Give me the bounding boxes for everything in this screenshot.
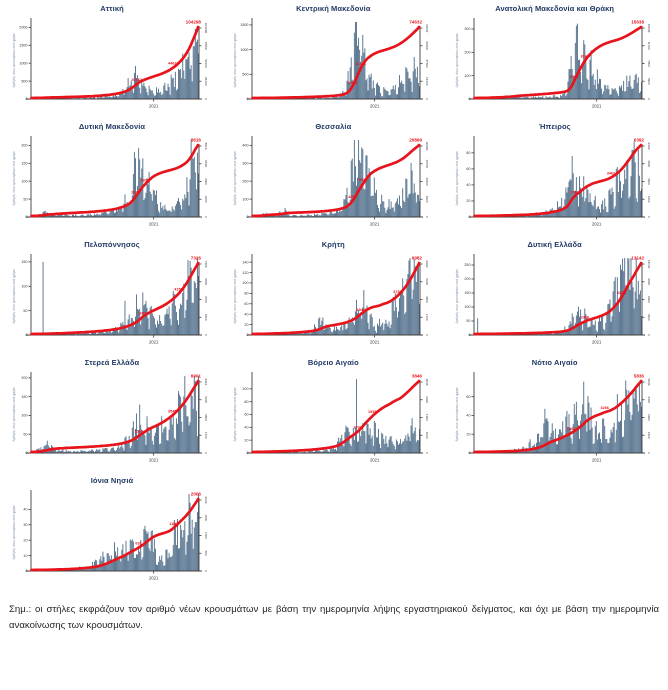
svg-text:60: 60 (466, 394, 471, 399)
svg-text:200: 200 (464, 50, 471, 55)
svg-text:20: 20 (466, 432, 471, 437)
svg-text:140: 140 (242, 260, 249, 265)
svg-text:Αριθμός νέων κρουσμάτων ανά ημ: Αριθμός νέων κρουσμάτων ανά ημέρα (12, 151, 16, 206)
svg-text:0: 0 (646, 334, 651, 336)
chart-title: Κρήτη (321, 240, 345, 249)
svg-text:1744: 1744 (569, 190, 579, 195)
charts-grid (3, 2, 665, 586)
svg-text:3462: 3462 (606, 171, 615, 176)
svg-text:0: 0 (425, 452, 430, 454)
svg-text:200: 200 (464, 277, 471, 282)
svg-text:100: 100 (242, 281, 249, 286)
svg-text:2900: 2900 (646, 414, 651, 421)
svg-text:37300: 37300 (425, 59, 430, 68)
svg-text:100: 100 (464, 305, 471, 310)
svg-text:1000: 1000 (240, 47, 249, 52)
chart-title: Αττική (100, 4, 124, 13)
svg-text:200: 200 (21, 143, 28, 148)
svg-text:10: 10 (23, 553, 28, 558)
svg-text:Αριθμός νέων κρουσμάτων ανά ημ: Αριθμός νέων κρουσμάτων ανά ημέρα (454, 387, 459, 442)
chart-title: Δυτική Ελλάδα (527, 240, 582, 249)
svg-text:50: 50 (23, 197, 28, 202)
svg-text:2021: 2021 (148, 457, 159, 463)
svg-text:Αριθμός νέων κρουσμάτων ανά ημ: Αριθμός νέων κρουσμάτων ανά ημέρα (233, 387, 238, 442)
svg-text:0: 0 (25, 97, 28, 102)
svg-text:4300: 4300 (204, 178, 208, 185)
svg-text:4293: 4293 (348, 195, 357, 200)
svg-text:2021: 2021 (148, 575, 159, 581)
svg-text:Αριθμός νέων κρουσμάτων ανά ημ: Αριθμός νέων κρουσμάτων ανά ημέρα (454, 33, 459, 88)
svg-text:13142: 13142 (630, 255, 644, 261)
svg-text:10400: 10400 (425, 177, 430, 186)
svg-text:150: 150 (21, 260, 28, 265)
svg-text:500: 500 (21, 79, 28, 84)
svg-text:5200: 5200 (204, 396, 208, 404)
svg-text:2021: 2021 (591, 221, 601, 227)
svg-text:40: 40 (466, 183, 471, 188)
svg-text:6834: 6834 (616, 290, 626, 295)
svg-text:6392: 6392 (646, 142, 651, 150)
svg-text:80: 80 (244, 291, 249, 296)
svg-text:74632: 74632 (409, 19, 423, 25)
svg-text:80: 80 (244, 399, 249, 404)
svg-text:13142: 13142 (646, 259, 651, 269)
svg-text:0: 0 (425, 98, 430, 100)
svg-text:300: 300 (464, 27, 471, 32)
chart-canvas (3, 249, 221, 350)
chart-title: Στερεά Ελλάδα (84, 358, 140, 367)
svg-text:400: 400 (242, 143, 249, 148)
svg-text:2344: 2344 (131, 190, 140, 195)
chart-canvas (446, 13, 664, 114)
svg-text:2021: 2021 (591, 457, 601, 463)
svg-text:40: 40 (466, 413, 471, 418)
svg-text:1500: 1500 (240, 23, 249, 28)
svg-text:0: 0 (646, 98, 651, 100)
svg-text:11700: 11700 (646, 41, 651, 50)
svg-text:44621: 44621 (168, 61, 179, 66)
svg-text:0: 0 (204, 452, 208, 454)
svg-text:3745: 3745 (569, 74, 579, 79)
svg-text:150: 150 (21, 394, 28, 399)
chart-canvas (3, 131, 221, 232)
svg-text:1935: 1935 (368, 410, 377, 415)
svg-text:1180: 1180 (169, 522, 178, 527)
svg-text:0: 0 (468, 215, 471, 220)
svg-text:2021: 2021 (148, 339, 159, 345)
svg-text:20: 20 (244, 322, 249, 327)
svg-text:Αριθμός νέων κρουσμάτων ανά ημ: Αριθμός νέων κρουσμάτων ανά ημέρα (454, 269, 459, 324)
chart-canvas (224, 249, 442, 350)
chart-canvas (224, 13, 442, 114)
svg-text:1000: 1000 (19, 61, 28, 66)
svg-text:Αριθμός νέων κρουσμάτων ανά ημ: Αριθμός νέων κρουσμάτων ανά ημέρα (12, 505, 16, 560)
svg-text:3300: 3300 (646, 313, 651, 321)
svg-text:9900: 9900 (646, 278, 651, 286)
svg-text:5500: 5500 (204, 278, 208, 286)
svg-text:5200: 5200 (425, 278, 430, 286)
svg-text:3500: 3500 (204, 414, 208, 421)
svg-text:100: 100 (242, 387, 249, 392)
svg-text:8165: 8165 (580, 54, 589, 59)
svg-text:0: 0 (468, 333, 471, 338)
svg-text:2021: 2021 (370, 221, 380, 227)
region-chart-9 (446, 238, 664, 350)
svg-text:18700: 18700 (425, 76, 430, 86)
svg-text:5200: 5200 (425, 195, 430, 203)
svg-text:Αριθμός νέων κρουσμάτων ανά ημ: Αριθμός νέων κρουσμάτων ανά ημέρα (12, 269, 16, 324)
svg-text:15638: 15638 (646, 23, 651, 33)
svg-text:8616: 8616 (190, 137, 201, 143)
svg-text:0: 0 (425, 334, 430, 336)
region-chart-4 (3, 120, 221, 232)
svg-text:7326: 7326 (204, 260, 208, 268)
chart-title: Πελοπόννησος (84, 240, 140, 249)
svg-text:1094: 1094 (353, 425, 363, 430)
svg-text:0: 0 (204, 334, 208, 336)
svg-text:0: 0 (468, 97, 471, 102)
svg-text:2021: 2021 (148, 103, 159, 109)
svg-text:40: 40 (244, 425, 249, 430)
svg-text:20: 20 (244, 438, 249, 443)
svg-text:1500: 1500 (204, 514, 208, 522)
region-chart-10 (3, 356, 221, 468)
region-chart-12 (446, 356, 664, 468)
svg-text:0: 0 (204, 98, 208, 100)
svg-text:1900: 1900 (425, 414, 430, 421)
chart-canvas (224, 131, 442, 232)
svg-text:20899: 20899 (425, 141, 430, 151)
svg-text:30: 30 (23, 523, 28, 527)
svg-text:Αριθμός νέων κρουσμάτων ανά ημ: Αριθμός νέων κρουσμάτων ανά ημέρα (233, 269, 238, 324)
chart-canvas (446, 249, 664, 350)
chart-title: Θεσσαλία (315, 122, 352, 131)
region-chart-13 (3, 474, 221, 586)
svg-text:200: 200 (242, 179, 249, 184)
svg-text:200: 200 (21, 376, 28, 381)
svg-text:6901: 6901 (204, 378, 208, 386)
svg-text:150: 150 (464, 291, 471, 296)
svg-text:0: 0 (246, 97, 249, 102)
svg-text:56000: 56000 (425, 41, 430, 51)
region-chart-7 (3, 238, 221, 350)
svg-text:80: 80 (466, 151, 471, 156)
svg-text:3545: 3545 (167, 409, 177, 414)
svg-text:4150: 4150 (174, 287, 183, 292)
svg-text:5836: 5836 (633, 373, 644, 379)
svg-text:300: 300 (242, 161, 249, 166)
svg-text:50: 50 (23, 308, 28, 313)
svg-text:120: 120 (242, 270, 249, 275)
svg-text:3200: 3200 (646, 178, 651, 185)
svg-text:0: 0 (246, 333, 249, 338)
svg-text:60: 60 (244, 301, 249, 306)
svg-text:20899: 20899 (409, 137, 423, 143)
svg-text:60: 60 (244, 412, 249, 417)
svg-text:Αριθμός νέων κρουσμάτων ανά ημ: Αριθμός νέων κρουσμάτων ανά ημέρα (233, 33, 238, 88)
svg-text:Αριθμός νέων κρουσμάτων ανά ημ: Αριθμός νέων κρουσμάτων ανά ημέρα (12, 33, 16, 88)
svg-text:104298: 104298 (204, 22, 208, 34)
chart-title: Δυτική Μακεδονία (78, 122, 146, 131)
svg-text:11561: 11561 (347, 80, 358, 85)
region-chart-5 (224, 120, 442, 232)
region-chart-3 (446, 2, 664, 114)
svg-text:632: 632 (135, 541, 142, 546)
svg-text:2200: 2200 (204, 195, 208, 203)
svg-text:0: 0 (246, 215, 249, 220)
svg-text:150: 150 (21, 161, 28, 166)
svg-text:15638: 15638 (630, 19, 644, 25)
chart-canvas (3, 367, 221, 468)
svg-text:500: 500 (242, 72, 249, 77)
chart-title: Βόρειο Αιγαίο (307, 358, 359, 367)
svg-text:2021: 2021 (591, 339, 601, 345)
svg-text:1600: 1600 (646, 195, 651, 203)
svg-text:0: 0 (646, 452, 651, 454)
svg-text:3846: 3846 (425, 378, 430, 386)
svg-text:2021: 2021 (370, 339, 380, 345)
svg-text:250: 250 (464, 263, 471, 268)
chart-canvas (446, 367, 664, 468)
svg-text:100: 100 (21, 413, 28, 418)
svg-text:100: 100 (21, 284, 28, 289)
svg-text:3700: 3700 (204, 296, 208, 303)
svg-text:1500: 1500 (19, 43, 28, 48)
svg-text:6600: 6600 (646, 296, 651, 303)
svg-text:2006: 2006 (204, 496, 208, 504)
svg-text:0: 0 (204, 570, 208, 572)
svg-text:0: 0 (25, 215, 28, 220)
svg-text:2900: 2900 (425, 396, 430, 404)
chart-canvas (224, 367, 442, 468)
svg-text:0: 0 (25, 569, 28, 574)
chart-title: Κεντρική Μακεδονία (296, 4, 371, 13)
svg-text:3500: 3500 (425, 296, 430, 303)
svg-text:100: 100 (464, 73, 471, 78)
svg-text:3739: 3739 (393, 289, 402, 294)
svg-text:500: 500 (204, 550, 208, 556)
svg-text:0: 0 (25, 333, 28, 338)
svg-text:50: 50 (466, 319, 471, 324)
svg-text:1500: 1500 (646, 431, 651, 439)
svg-text:52100: 52100 (204, 59, 208, 68)
svg-text:3900: 3900 (646, 77, 651, 85)
region-chart-8 (224, 238, 442, 350)
svg-text:3828: 3828 (140, 178, 150, 183)
svg-text:1700: 1700 (425, 313, 430, 321)
svg-text:0: 0 (204, 216, 208, 218)
svg-text:0: 0 (25, 451, 28, 456)
svg-text:0: 0 (646, 216, 651, 218)
svg-text:2308: 2308 (580, 315, 589, 320)
svg-text:8616: 8616 (204, 142, 208, 150)
svg-text:1700: 1700 (204, 431, 208, 439)
chart-canvas (3, 13, 221, 114)
svg-text:3846: 3846 (412, 373, 423, 379)
chart-title: Ήπειρος (538, 122, 571, 131)
svg-text:9348: 9348 (358, 178, 368, 182)
chart-title: Νότιο Αιγαίο (531, 358, 578, 367)
svg-text:5836: 5836 (646, 378, 651, 386)
svg-text:40: 40 (244, 312, 249, 317)
svg-text:74632: 74632 (425, 23, 430, 33)
svg-text:1942: 1942 (356, 308, 366, 313)
svg-text:104298: 104298 (185, 19, 201, 25)
svg-text:6901: 6901 (190, 373, 201, 379)
svg-text:0: 0 (246, 451, 249, 456)
chart-title: Ιόνια Νησιά (90, 476, 134, 485)
svg-text:26100: 26100 (204, 76, 208, 86)
svg-text:0: 0 (425, 216, 430, 218)
svg-text:3266: 3266 (600, 406, 609, 411)
region-chart-6 (446, 120, 664, 232)
svg-text:2021: 2021 (370, 457, 380, 463)
svg-text:31174: 31174 (355, 62, 367, 67)
svg-text:2006: 2006 (190, 491, 201, 497)
svg-text:78200: 78200 (204, 41, 208, 51)
chart-canvas (446, 131, 664, 232)
region-chart-1 (3, 2, 221, 114)
svg-text:6982: 6982 (425, 260, 430, 268)
svg-text:Αριθμός νέων κρουσμάτων ανά ημ: Αριθμός νέων κρουσμάτων ανά ημέρα (233, 151, 238, 206)
svg-text:2021: 2021 (591, 103, 601, 109)
svg-text:6500: 6500 (204, 160, 208, 168)
svg-text:2021: 2021 (370, 103, 380, 109)
svg-text:7800: 7800 (646, 60, 651, 67)
svg-text:60: 60 (466, 167, 471, 172)
svg-text:2021: 2021 (148, 221, 159, 227)
svg-text:6982: 6982 (412, 255, 423, 261)
region-chart-2 (224, 2, 442, 114)
region-chart-11 (224, 356, 442, 468)
svg-text:0: 0 (468, 451, 471, 456)
svg-text:1800: 1800 (204, 313, 208, 321)
svg-text:4800: 4800 (646, 160, 651, 168)
chart-title: Ανατολική Μακεδονία και Θράκη (495, 4, 615, 13)
svg-text:100: 100 (21, 179, 28, 184)
svg-text:50: 50 (23, 432, 28, 437)
svg-text:1000: 1000 (204, 532, 208, 539)
svg-text:Αριθμός νέων κρουσμάτων ανά ημ: Αριθμός νέων κρουσμάτων ανά ημέρα (12, 387, 16, 442)
chart-canvas (3, 485, 221, 586)
svg-text:40: 40 (23, 507, 28, 512)
svg-text:Αριθμός νέων κρουσμάτων ανά ημ: Αριθμός νέων κρουσμάτων ανά ημέρα (454, 151, 459, 206)
svg-text:1562: 1562 (566, 426, 575, 431)
svg-text:1000: 1000 (425, 431, 430, 439)
svg-text:7326: 7326 (190, 255, 201, 261)
svg-text:4400: 4400 (646, 396, 651, 404)
svg-text:1691: 1691 (137, 311, 147, 316)
svg-text:6392: 6392 (633, 137, 644, 143)
svg-text:20: 20 (23, 538, 28, 543)
svg-text:2000: 2000 (19, 25, 28, 30)
svg-text:100: 100 (242, 197, 249, 202)
svg-text:20: 20 (466, 199, 471, 204)
svg-text:15700: 15700 (425, 159, 430, 169)
footnote: Σημ.: οι στήλες εκφράζουν τον αριθμό νέων κρουσμάτων με βάση την ημερομηνία λήψης εργαστηριακού δείγματος, και όχι με βάση την ημερομηνία ανακοίνωσης των κρουσμάτων. (9, 604, 659, 631)
svg-text:20167: 20167 (131, 78, 142, 83)
svg-text:1563: 1563 (134, 429, 143, 434)
